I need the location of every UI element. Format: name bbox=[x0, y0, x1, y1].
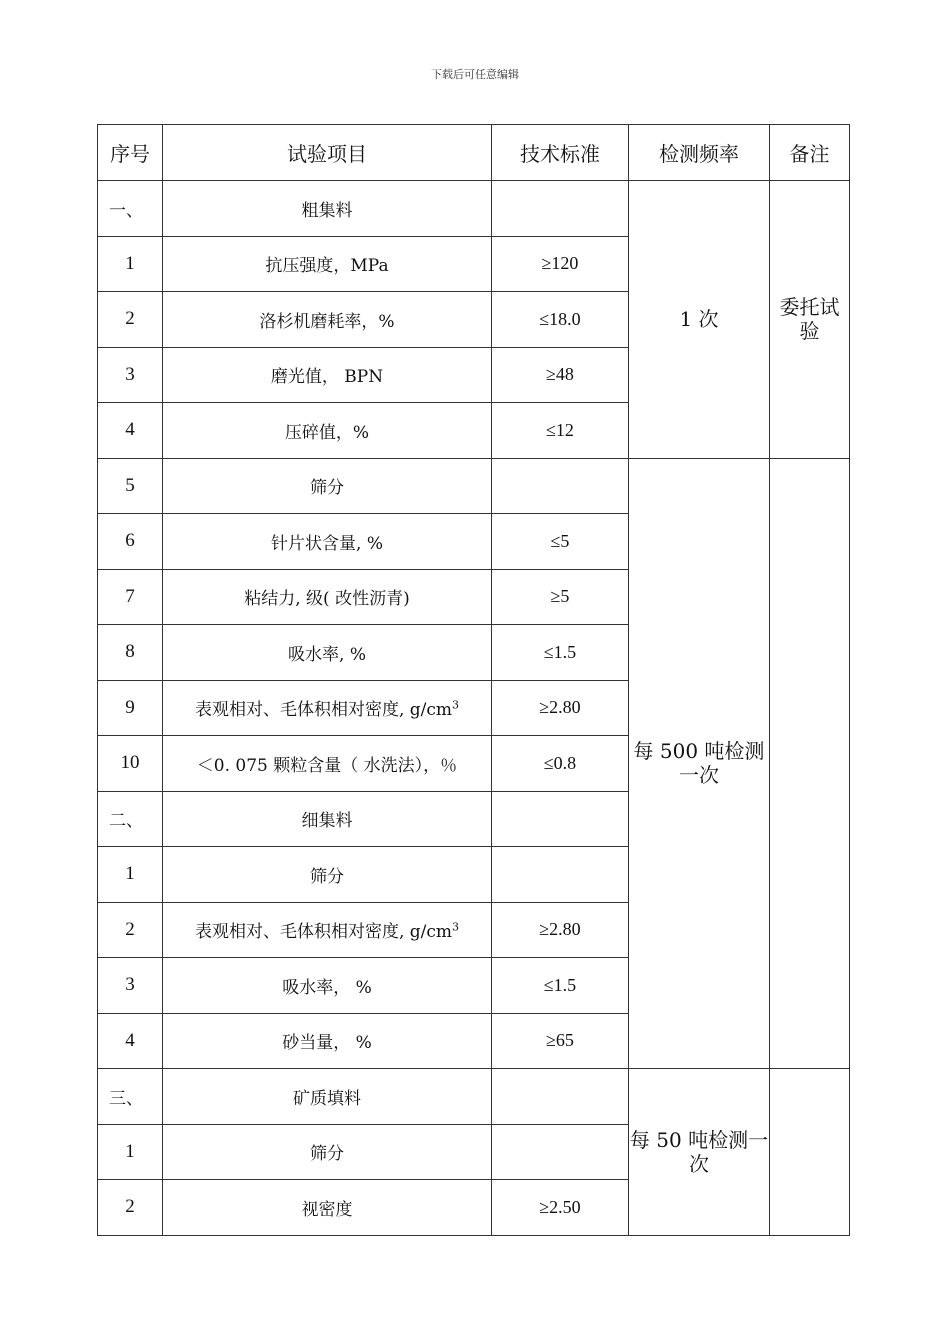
row-item: 筛分 bbox=[163, 847, 492, 903]
row-item: 粘结力, 级( 改性沥青) bbox=[163, 569, 492, 625]
section-name: 矿质填料 bbox=[163, 1069, 492, 1125]
row-index: 3 bbox=[98, 347, 163, 403]
row-item: 筛分 bbox=[163, 1124, 492, 1180]
remark-cell: 委托试验 bbox=[770, 181, 850, 459]
row-standard: ≥2.80 bbox=[492, 680, 629, 736]
remark-cell bbox=[770, 458, 850, 1069]
row-index: 6 bbox=[98, 514, 163, 570]
section-row bbox=[98, 1069, 850, 1125]
remark-cell bbox=[770, 1069, 850, 1236]
page-header-note: 下载后可任意编辑 bbox=[431, 68, 519, 81]
row-item-text: 表观相对、毛体积相对密度, g/cm bbox=[194, 700, 453, 721]
section-index: 三、 bbox=[98, 1069, 163, 1125]
unit-superscript: 3 bbox=[452, 698, 460, 712]
header-index: 序号 bbox=[98, 125, 163, 181]
frequency-cell: 每 500 吨检测一次 bbox=[629, 458, 770, 1069]
row-item-with-unit bbox=[163, 902, 492, 958]
row-standard: ≥65 bbox=[492, 1013, 629, 1069]
row-standard: ≤1.5 bbox=[492, 958, 629, 1014]
row-index: 2 bbox=[98, 1180, 163, 1236]
row-standard: ≤1.5 bbox=[492, 625, 629, 681]
row-standard: ≥120 bbox=[492, 236, 629, 292]
row-item: 筛分 bbox=[163, 458, 492, 514]
row-index: 1 bbox=[98, 236, 163, 292]
row-standard: ≤0.8 bbox=[492, 736, 629, 792]
row-standard: ≥48 bbox=[492, 347, 629, 403]
row-standard bbox=[492, 1124, 629, 1180]
frequency-cell: 每 50 吨检测一次 bbox=[629, 1069, 770, 1236]
row-index: 1 bbox=[98, 1124, 163, 1180]
row-item: 吸水率, % bbox=[163, 625, 492, 681]
section-row bbox=[98, 181, 850, 237]
row-item: ＜0. 075 颗粒含量（ 水洗法），％ bbox=[163, 736, 492, 792]
row-index: 5 bbox=[98, 458, 163, 514]
test-spec-table bbox=[97, 124, 850, 1236]
row-item-text: 表观相对、毛体积相对密度, g/cm bbox=[194, 922, 453, 943]
section-name: 粗集料 bbox=[163, 181, 492, 237]
frequency-cell: 1 次 bbox=[629, 181, 770, 459]
row-standard: ≤12 bbox=[492, 403, 629, 459]
row-index: 1 bbox=[98, 847, 163, 903]
row-standard: ≥2.50 bbox=[492, 1180, 629, 1236]
section-index: 一、 bbox=[98, 181, 163, 237]
row-item: 吸水率， % bbox=[163, 958, 492, 1014]
row-index: 4 bbox=[98, 403, 163, 459]
header-standard: 技术标准 bbox=[492, 125, 629, 181]
header-remark: 备注 bbox=[770, 125, 850, 181]
row-item: 视密度 bbox=[163, 1180, 492, 1236]
row-standard bbox=[492, 458, 629, 514]
unit-superscript: 3 bbox=[452, 920, 460, 934]
standard-cell bbox=[492, 181, 629, 237]
header-test-item: 试验项目 bbox=[163, 125, 492, 181]
row-item: 磨光值， BPN bbox=[163, 347, 492, 403]
table-row bbox=[98, 458, 850, 514]
row-index: 9 bbox=[98, 680, 163, 736]
table-header-row bbox=[98, 125, 850, 181]
header-frequency: 检测频率 bbox=[629, 125, 770, 181]
row-index: 7 bbox=[98, 569, 163, 625]
row-standard: ≥5 bbox=[492, 569, 629, 625]
section-index: 二、 bbox=[98, 791, 163, 847]
row-index: 4 bbox=[98, 1013, 163, 1069]
row-index: 2 bbox=[98, 902, 163, 958]
standard-cell bbox=[492, 1069, 629, 1125]
row-item: 针片状含量, % bbox=[163, 514, 492, 570]
row-standard: ≤5 bbox=[492, 514, 629, 570]
row-index: 10 bbox=[98, 736, 163, 792]
row-item-with-unit bbox=[163, 680, 492, 736]
row-item: 压碎值，% bbox=[163, 403, 492, 459]
section-name: 细集料 bbox=[163, 791, 492, 847]
row-standard bbox=[492, 847, 629, 903]
row-item: 洛杉机磨耗率，% bbox=[163, 292, 492, 348]
row-standard: ≥2.80 bbox=[492, 902, 629, 958]
row-item: 抗压强度，MPa bbox=[163, 236, 492, 292]
row-index: 2 bbox=[98, 292, 163, 348]
row-index: 3 bbox=[98, 958, 163, 1014]
row-standard: ≤18.0 bbox=[492, 292, 629, 348]
row-index: 8 bbox=[98, 625, 163, 681]
standard-cell bbox=[492, 791, 629, 847]
row-item: 砂当量， % bbox=[163, 1013, 492, 1069]
